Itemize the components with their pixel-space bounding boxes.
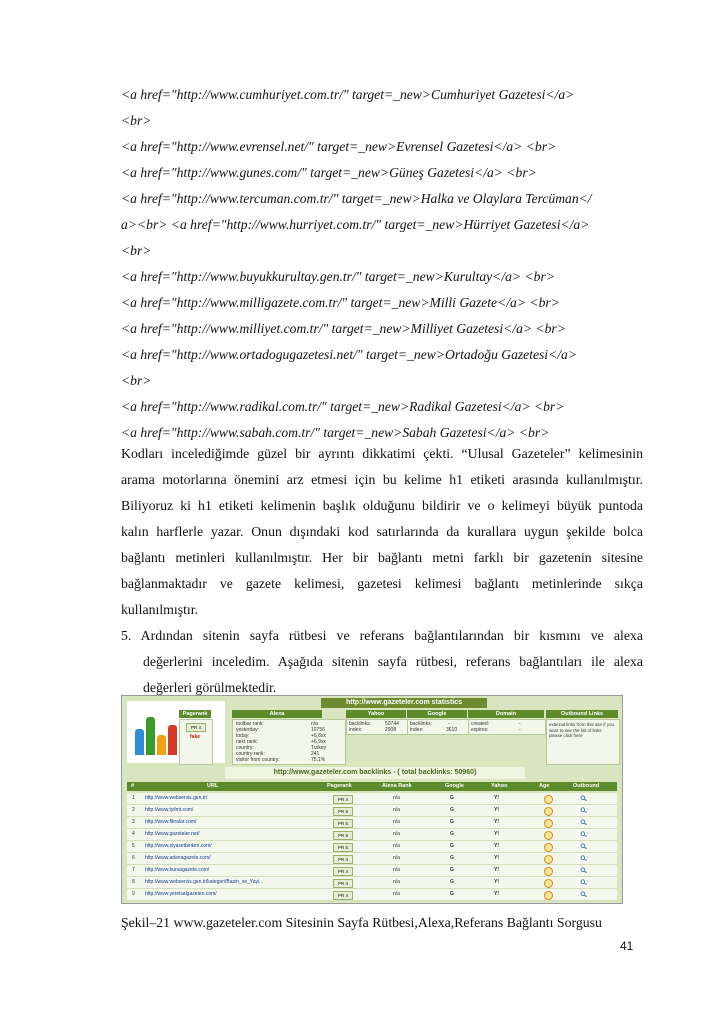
table-row <box>127 865 617 877</box>
row-pagerank: PR 5 <box>333 807 353 816</box>
age-clock-icon[interactable] <box>544 867 553 876</box>
pagerank-note: fake <box>190 734 201 740</box>
row-alexa: n/a <box>393 819 400 825</box>
age-clock-icon[interactable] <box>544 891 553 900</box>
row-url[interactable]: http://www.siyasetbirikim.com/ <box>145 843 212 849</box>
row-pagerank: PR 4 <box>333 879 353 888</box>
row-pagerank: PR 4 <box>333 867 353 876</box>
table-row <box>127 805 617 817</box>
code-line: <br> <box>121 243 152 258</box>
row-alexa: n/a <box>393 795 400 801</box>
yahoo-icon[interactable]: Y! <box>494 807 499 813</box>
yahoo-value: 50744 <box>385 721 399 727</box>
alexa-value: +6,8xx <box>311 733 326 739</box>
row-alexa: n/a <box>393 891 400 897</box>
paragraph-line: arama motorlarına önemini arz etmesi için bu kelime h1 etiketi arasında kullanılmıştır. <box>121 472 643 487</box>
alexa-label: next rank: <box>236 739 258 745</box>
row-url[interactable]: http://www.gazeteler.net/ <box>145 831 200 837</box>
row-pagerank: PR 4 <box>333 855 353 864</box>
row-url[interactable]: http://www.adanagazete.com/ <box>145 855 211 861</box>
stats-header: Yahoo <box>346 710 406 718</box>
alexa-label: country rank: <box>236 751 265 757</box>
alexa-value: n/a <box>311 721 318 727</box>
row-pagerank: PR 4 <box>333 795 353 804</box>
table-row <box>127 841 617 853</box>
row-number: 4 <box>132 831 135 837</box>
outbound-magnifier-icon[interactable] <box>580 831 587 837</box>
row-number: 6 <box>132 855 135 861</box>
google-value: - <box>448 721 450 727</box>
stats-title: http://www.gazeteler.com statistics <box>321 698 487 708</box>
google-icon[interactable]: G <box>450 831 454 837</box>
row-number: 3 <box>132 819 135 825</box>
outbound-note[interactable]: external links from this site if you want to see the list of links please click here <box>549 722 615 738</box>
yahoo-value: 2908 <box>385 727 397 733</box>
code-line: <a href="http://www.cumhuriyet.com.tr/" target=_new>Cumhuriyet Gazetesi</a> <box>121 87 575 102</box>
google-icon[interactable]: G <box>450 819 454 825</box>
google-label: index: <box>410 727 424 733</box>
column-header: Outbound <box>573 783 600 789</box>
row-pagerank: PR 5 <box>333 843 353 852</box>
paragraph-line: kullanılmıştır. <box>121 602 199 617</box>
column-header: URL <box>207 783 219 789</box>
google-label: backlinks: <box>410 721 432 727</box>
domain-value: - <box>519 721 521 727</box>
code-line: <br> <box>121 373 152 388</box>
google-icon[interactable]: G <box>450 843 454 849</box>
yahoo-icon[interactable]: Y! <box>494 855 499 861</box>
yahoo-icon[interactable]: Y! <box>494 891 499 897</box>
age-clock-icon[interactable] <box>544 855 553 864</box>
outbound-box <box>546 719 620 765</box>
column-header: Google <box>445 783 464 789</box>
domain-value: - <box>519 727 521 733</box>
table-row <box>127 877 617 889</box>
alexa-label: country: <box>236 745 254 751</box>
yahoo-icon[interactable]: Y! <box>494 819 499 825</box>
row-url[interactable]: http://www.webservis.gen.tr/kategori/Basin_ve_Yayi... <box>145 879 264 885</box>
row-alexa: n/a <box>393 867 400 873</box>
numbered-item-5 <box>121 623 643 701</box>
row-url[interactable]: http://www.bursagazete.com/ <box>145 867 210 873</box>
code-line: a><br> <a href="http://www.hurriyet.com.tr/" target=_new>Hürriyet Gazetesi</a> <box>121 217 590 232</box>
code-line: <a href="http://www.evrensel.net/" target=_new>Evrensel Gazetesi</a> <br> <box>121 139 557 154</box>
alexa-label: yesterday: <box>236 727 260 733</box>
body-paragraph <box>121 441 643 623</box>
column-header: Age <box>539 783 550 789</box>
code-line: <a href="http://www.radikal.com.tr/" target=_new>Radikal Gazetesi</a> <br> <box>121 399 565 414</box>
alexa-value: 241 <box>311 751 320 757</box>
domain-box <box>468 719 546 735</box>
backlinks-title: http://www.gazeteler.com backlinks - ( total backlinks: 50960) <box>225 767 525 779</box>
column-header: Yahoo <box>491 783 508 789</box>
row-alexa: n/a <box>393 831 400 837</box>
code-line: <a href="http://www.buyukkurultay.gen.tr/" target=_new>Kurultay</a> <br> <box>121 269 555 284</box>
outbound-magnifier-icon[interactable] <box>580 795 587 801</box>
paragraph-line: kalın harflerle yazar. Onun dışındaki kod satırlarında da kurallara uygun şekilde bolca <box>121 524 643 539</box>
paragraph-line: bağlantı metinleri kullanılmıştır. Her bir bağlantı metni farklı bir gazetenin sitesine <box>121 550 643 565</box>
google-icon[interactable]: G <box>450 879 454 885</box>
outbound-magnifier-icon[interactable] <box>580 843 587 849</box>
code-line: <br> <box>121 113 152 128</box>
statistics-figure <box>121 695 623 904</box>
outbound-magnifier-icon[interactable] <box>580 819 587 825</box>
age-clock-icon[interactable] <box>544 843 553 852</box>
yahoo-icon[interactable]: Y! <box>494 867 499 873</box>
stats-header: Alexa <box>232 710 322 718</box>
code-line: <a href="http://www.gunes.com/" target=_new>Güneş Gazetesi</a> <br> <box>121 165 537 180</box>
yahoo-icon[interactable]: Y! <box>494 831 499 837</box>
alexa-value: Turkey <box>311 745 327 751</box>
page-number: 41 <box>620 939 634 953</box>
outbound-magnifier-icon[interactable] <box>580 891 587 897</box>
alexa-label: today: <box>236 733 250 739</box>
domain-label: expires: <box>471 727 489 733</box>
code-line: <a href="http://www.milliyet.com.tr/" target=_new>Milliyet Gazetesi</a> <br> <box>121 321 566 336</box>
row-alexa: n/a <box>393 855 400 861</box>
age-clock-icon[interactable] <box>544 807 553 816</box>
row-number: 8 <box>132 879 135 885</box>
row-url[interactable]: http://www.webservis.gen.tr/ <box>145 795 208 801</box>
yahoo-label: index: <box>349 727 363 733</box>
code-line: <a href="http://www.tercuman.com.tr/" target=_new>Halka ve Olaylara Tercüman</ <box>121 191 592 206</box>
alexa-box <box>232 719 346 765</box>
outbound-magnifier-icon[interactable] <box>580 879 587 885</box>
table-row <box>127 853 617 865</box>
paragraph-line: bağlanmaktadır ve gazete kelimesi, gazetesi kelimesi bağlantı metinlerinde sıkça <box>121 576 643 591</box>
google-icon[interactable]: G <box>450 891 454 897</box>
row-pagerank: PR 6 <box>333 831 353 840</box>
google-icon[interactable]: G <box>450 855 454 861</box>
pagerank-badge: PR 4 <box>186 723 206 732</box>
yahoo-icon[interactable]: Y! <box>494 843 499 849</box>
code-line: <a href="http://www.ortadogugazetesi.net/" target=_new>Ortadoğu Gazetesi</a> <box>121 347 578 362</box>
google-icon[interactable]: G <box>450 867 454 873</box>
list-line: değerlerini inceledim. Aşağıda sitenin sayfa rütbesi, referans bağlantıları ile alexa <box>143 654 643 669</box>
alexa-label: toolbar rank: <box>236 721 264 727</box>
list-line: değerleri görülmektedir. <box>143 680 277 695</box>
google-box <box>407 719 469 735</box>
age-clock-icon[interactable] <box>544 831 553 840</box>
column-header: Alexa Rank <box>382 783 412 789</box>
row-number: 7 <box>132 867 135 873</box>
paragraph-line: Kodları incelediğimde güzel bir ayrıntı dikkatimi çekti. “Ulusal Gazeteler” kelimesinin <box>121 446 643 461</box>
row-number: 1 <box>132 795 135 801</box>
alexa-value: +6,9xx <box>311 739 326 745</box>
figure-caption: Şekil–21 www.gazeteler.com Sitesinin Sayfa Rütbesi,Alexa,Referans Bağlantı Sorgusu <box>121 915 602 930</box>
stats-header: Google <box>407 710 467 718</box>
yahoo-icon[interactable]: Y! <box>494 879 499 885</box>
google-icon[interactable]: G <box>450 795 454 801</box>
yahoo-box <box>346 719 408 735</box>
row-alexa: n/a <box>393 843 400 849</box>
table-row <box>127 817 617 829</box>
row-number: 5 <box>132 843 135 849</box>
table-row <box>127 829 617 841</box>
code-line: <a href="http://www.sabah.com.tr/" target=_new>Sabah Gazetesi</a> <br> <box>121 425 550 440</box>
row-alexa: n/a <box>393 807 400 813</box>
row-number: 2 <box>132 807 135 813</box>
row-pagerank: PR 5 <box>333 819 353 828</box>
column-header: Pagerank <box>327 783 352 789</box>
stats-header: Outbound Links <box>546 710 618 718</box>
row-number: 9 <box>132 891 135 897</box>
alexa-value: 10756 <box>311 727 325 733</box>
row-url[interactable]: http://www.yerelsalgazeteo.com/ <box>145 891 217 897</box>
list-line: 5. Ardından sitenin sayfa rütbesi ve referans bağlantılarından bir kısmını ve alexa <box>121 628 643 643</box>
age-clock-icon[interactable] <box>544 879 553 888</box>
alexa-label: visitor from country: <box>236 757 280 763</box>
outbound-magnifier-icon[interactable] <box>580 855 587 861</box>
row-pagerank: PR 4 <box>333 891 353 900</box>
table-row <box>127 889 617 901</box>
code-line: <a href="http://www.milligazete.com.tr/" target=_new>Milli Gazete</a> <br> <box>121 295 560 310</box>
row-alexa: n/a <box>393 879 400 885</box>
google-value: 3610 <box>446 727 458 733</box>
paragraph-line: Biliyoruz ki h1 etiketi kelimenin başlık olduğunu bildirir ve o kelimeyi büyük puntoda <box>121 498 643 513</box>
outbound-magnifier-icon[interactable] <box>580 807 587 813</box>
alexa-value: 75.1% <box>311 757 326 763</box>
age-clock-icon[interactable] <box>544 819 553 828</box>
table-row <box>127 793 617 805</box>
outbound-magnifier-icon[interactable] <box>580 867 587 873</box>
row-url[interactable]: http://www.tyilmt.com/ <box>145 807 194 813</box>
stats-header: Domain <box>468 710 544 718</box>
google-icon[interactable]: G <box>450 807 454 813</box>
domain-label: created: <box>471 721 490 727</box>
yahoo-label: backlinks: <box>349 721 371 727</box>
stats-header: Pagerank <box>179 710 211 718</box>
pagerank-box <box>179 719 213 765</box>
column-header: # <box>131 783 135 789</box>
age-clock-icon[interactable] <box>544 795 553 804</box>
row-url[interactable]: http://www.fikralar.com/ <box>145 819 197 825</box>
yahoo-icon[interactable]: Y! <box>494 795 499 801</box>
backlinks-header-row <box>127 782 617 791</box>
